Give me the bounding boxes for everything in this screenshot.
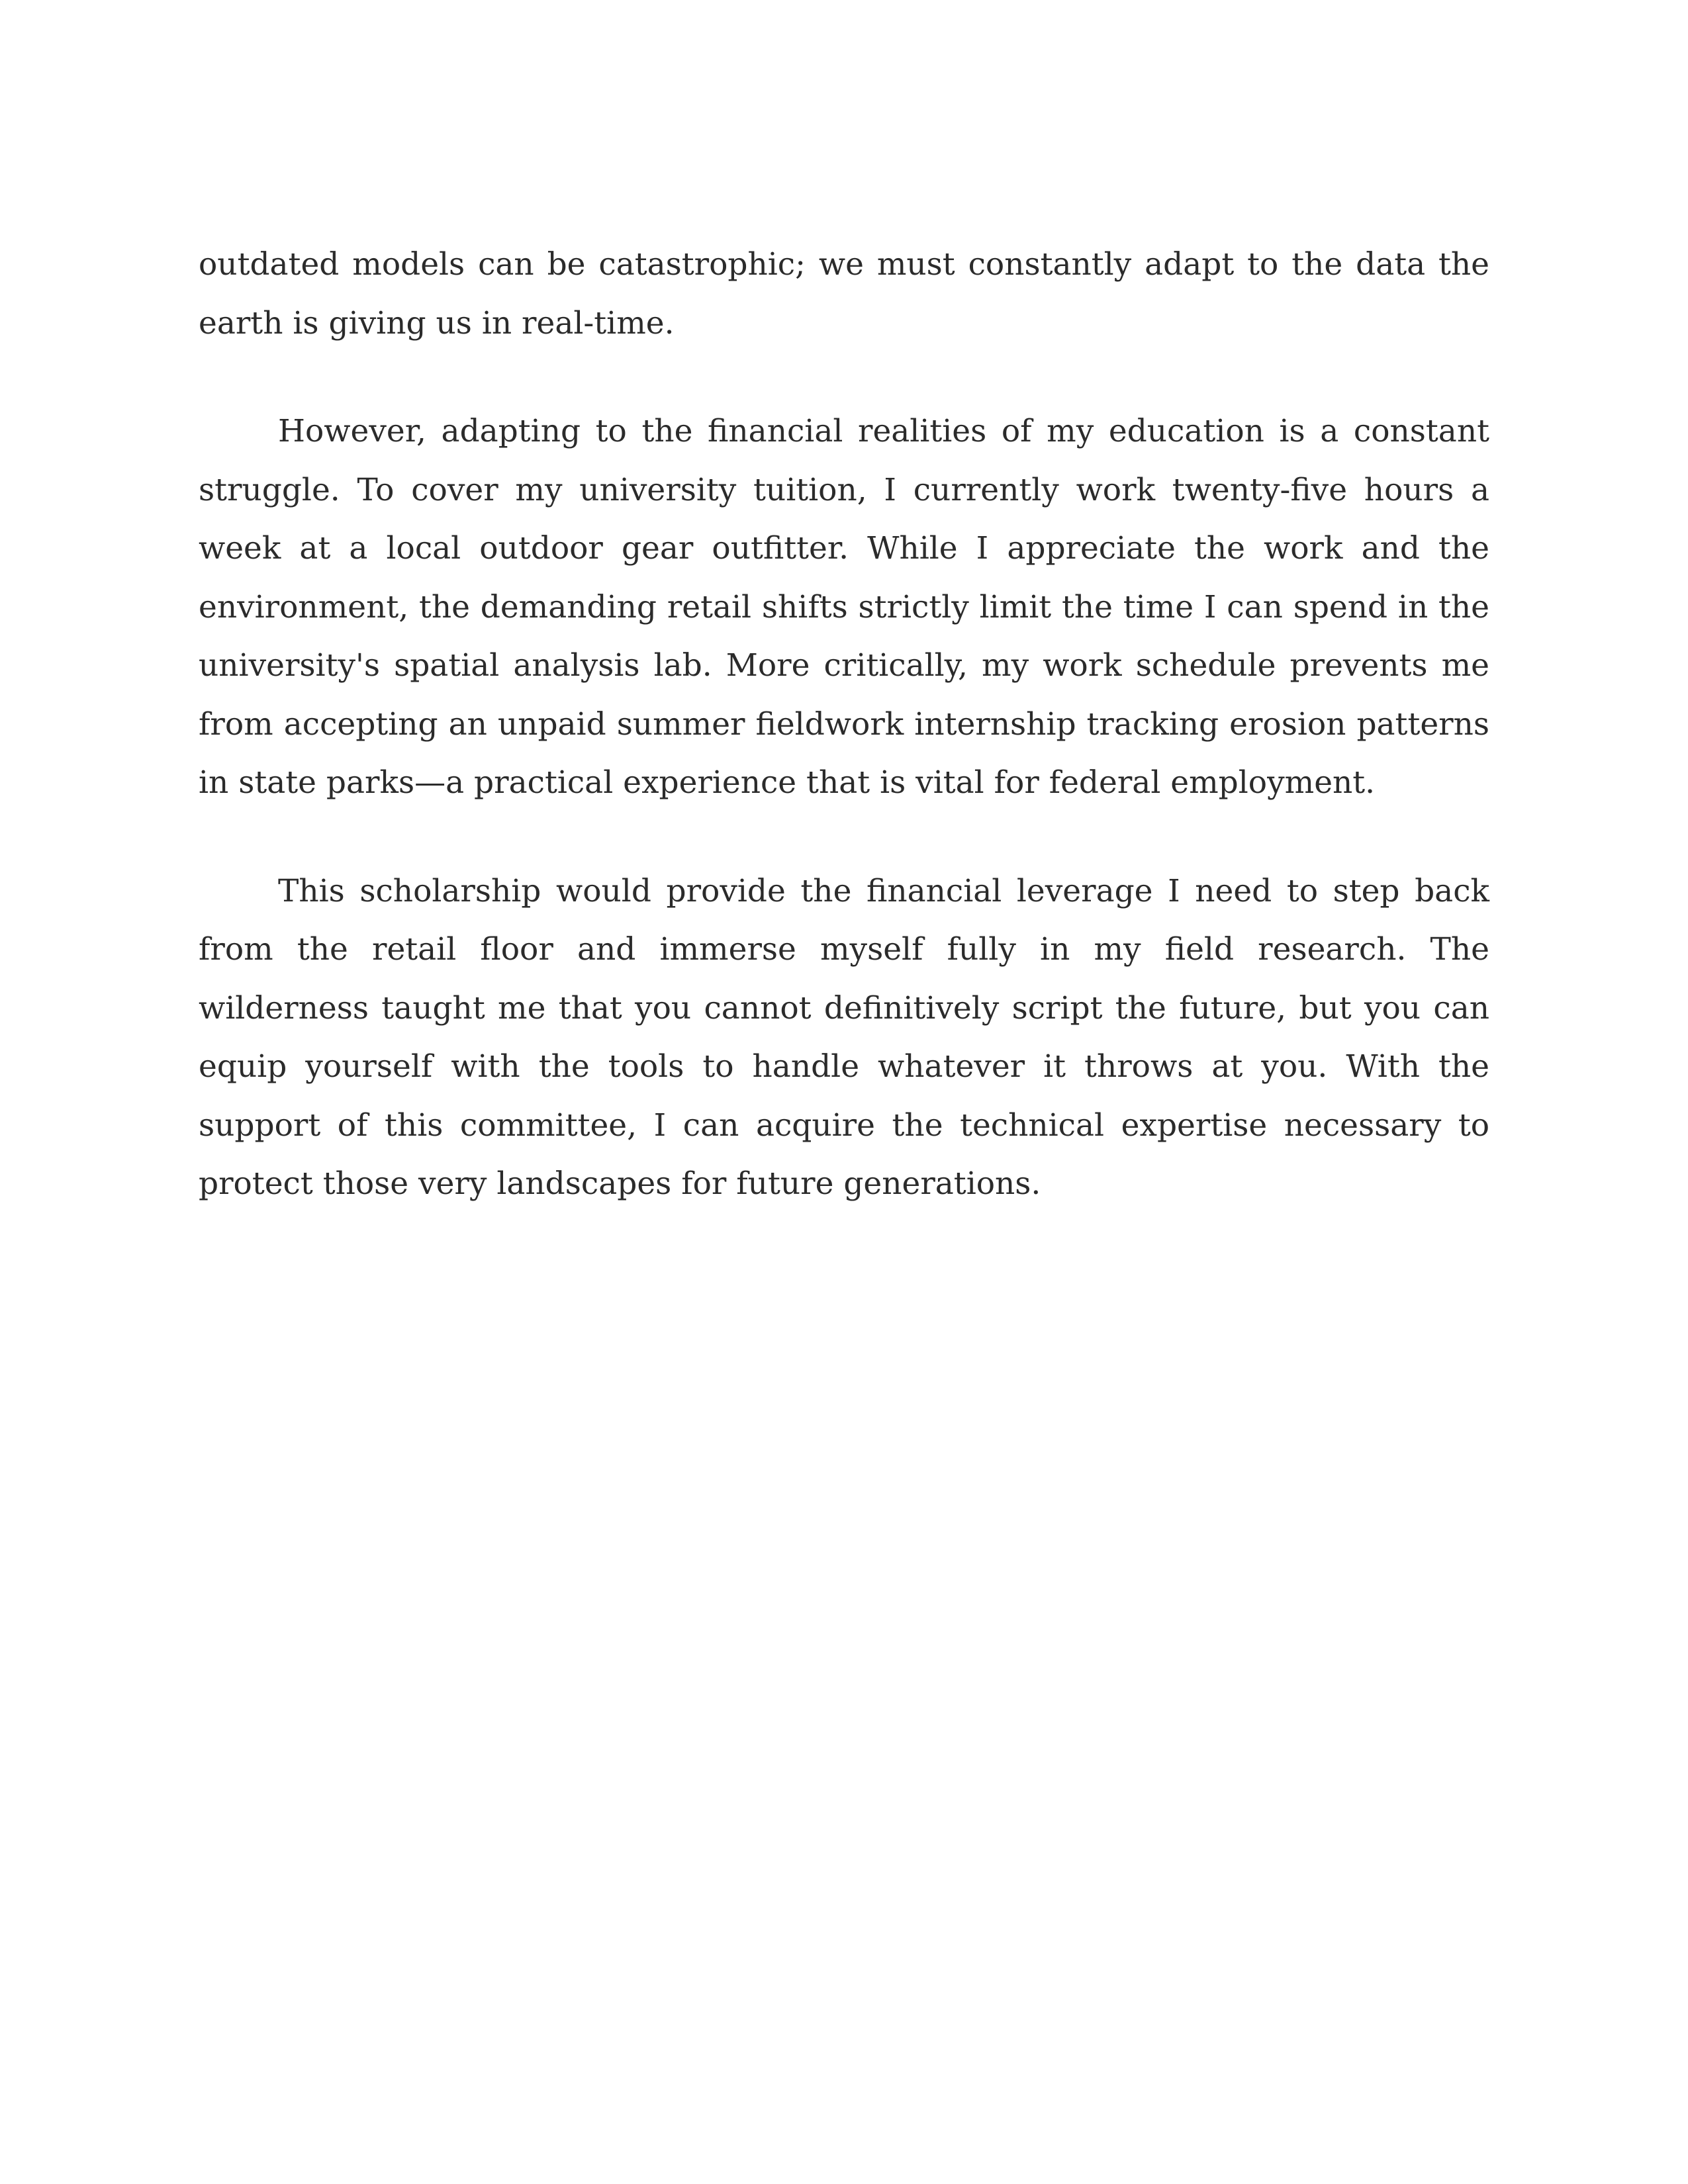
- paragraph-financial-realities: However, adapting to the financial realities of my education is a constant struggle. To cover my university tuition, I currently work twenty-five hours a week at a local outdoor gear outfitter. While I appreciate the work and the environment, the demanding retail shifts strictly limit the time I can spend in the university's spatial analysis lab. More critically, my work schedule prevents me from accepting an unpaid summer fieldwork internship tracking erosion patterns in state parks—a practical experience that is vital for federal employment.: [199, 413, 1489, 801]
- paragraph-continuation: outdated models can be catastrophic; we must constantly adapt to the data the earth is giving us in real-time.: [199, 246, 1489, 341]
- paragraph-scholarship-impact: This scholarship would provide the financial leverage I need to step back from the retail floor and immerse myself fully in my field research. The wilderness taught me that you cannot definitively script the future, but you can equip yourself with the tools to handle whatever it throws at you. With the support of this committee, I can acquire the technical expertise necessary to protect those very landscapes for future generations.: [199, 872, 1489, 1202]
- document-body: [199, 236, 1489, 1263]
